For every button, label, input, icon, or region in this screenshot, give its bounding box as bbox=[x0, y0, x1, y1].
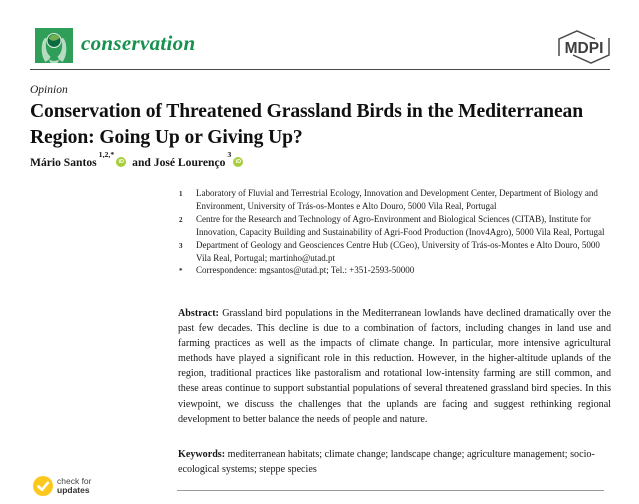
mdpi-hexagon-icon bbox=[556, 29, 612, 65]
updates-line: updates bbox=[57, 485, 90, 495]
author-affil-sup: 1,2,* bbox=[98, 150, 115, 159]
correspondence-item bbox=[179, 264, 611, 278]
keywords-paragraph bbox=[178, 447, 611, 477]
orcid-icon[interactable]: iD bbox=[116, 157, 126, 167]
affiliation-text: Department of Geology and Geosciences Centre Hub (CGeo), University of Trás-os-Montes e Alto Douro, 5000 Vila Real, Portugal; martinho@utad.pt bbox=[196, 239, 600, 263]
article-type-label: Opinion bbox=[30, 84, 68, 96]
keywords-label: Keywords: bbox=[178, 449, 226, 460]
abstract-text: Grassland bird populations in the Mediterranean lowlands have declined dramatically over the past few decades. This decline is due to a combination of factors, including changes in land use and farming practices as well as the impacts of climate change. In particular, more intensive agricultural methods have played a significant role in this reduction. However, in the higher-altitude uplands of the region, traditional practices like pastoralism and rotational low-intensity farming are still common, and these areas continue to support substantial populations of several threatened grassland bird species. In this viewpoint, we discuss the challenges that the uplands are facing and suggest rethinking regional development to better balance the needs of people and nature. bbox=[178, 308, 611, 425]
check-circle-icon bbox=[33, 476, 53, 496]
affiliation-marker: 1 bbox=[179, 190, 183, 198]
check-for-updates-label bbox=[57, 477, 92, 496]
correspondence-marker: * bbox=[179, 267, 183, 276]
check-for-updates-badge[interactable] bbox=[33, 476, 92, 496]
author-line bbox=[30, 150, 246, 169]
affiliation-text: Centre for the Research and Technology of Agro-Environment and Biological Sciences (CITAB), Institute for Innovation, Capacity Building and Sustainability of Agri-Food Production (Inov4Agro), 5000 Vila Real, Portugal bbox=[196, 213, 605, 237]
affiliation-marker: 2 bbox=[179, 215, 183, 224]
affiliation-text: Laboratory of Fluvial and Terrestrial Ecology, Innovation and Development Center, Department of Biology and Environment, University of Trás-os-Montes e Alto Douro, 5000 Vila Real, Portugal bbox=[196, 188, 598, 211]
affiliation-item bbox=[179, 187, 611, 213]
mdpi-logo[interactable] bbox=[556, 29, 612, 65]
affiliation-item bbox=[179, 213, 611, 239]
keywords-text: mediterranean habitats; climate change; landscape change; agriculture management; socio-ecological systems; steppe species bbox=[178, 449, 595, 476]
conservation-hands-globe-icon bbox=[35, 28, 73, 63]
article-title: Conservation of Threatened Grassland Birds in the Mediterranean Region: Going Up or Giving Up? bbox=[30, 101, 584, 148]
check-for-line: check for bbox=[57, 475, 92, 486]
orcid-icon[interactable]: iD bbox=[233, 157, 243, 167]
mdpi-wordmark: MDPI bbox=[564, 40, 604, 57]
affiliation-marker: 3 bbox=[179, 241, 183, 250]
author-joiner: and bbox=[132, 155, 151, 169]
header-divider bbox=[30, 69, 610, 70]
journal-name: conservation bbox=[81, 31, 196, 55]
author-affil-sup: 3 bbox=[227, 150, 232, 159]
section-divider bbox=[177, 490, 604, 491]
journal-logo[interactable] bbox=[35, 28, 73, 63]
abstract-label: Abstract: bbox=[178, 308, 219, 319]
abstract-paragraph bbox=[178, 306, 611, 427]
correspondence-text: Correspondence: mgsantos@utad.pt; Tel.: +351-2593-50000 bbox=[196, 265, 415, 276]
affiliation-item bbox=[179, 239, 611, 265]
author-name: José Lourenço bbox=[153, 155, 226, 169]
author-name: Mário Santos bbox=[30, 155, 97, 169]
affiliations-block bbox=[179, 187, 611, 278]
